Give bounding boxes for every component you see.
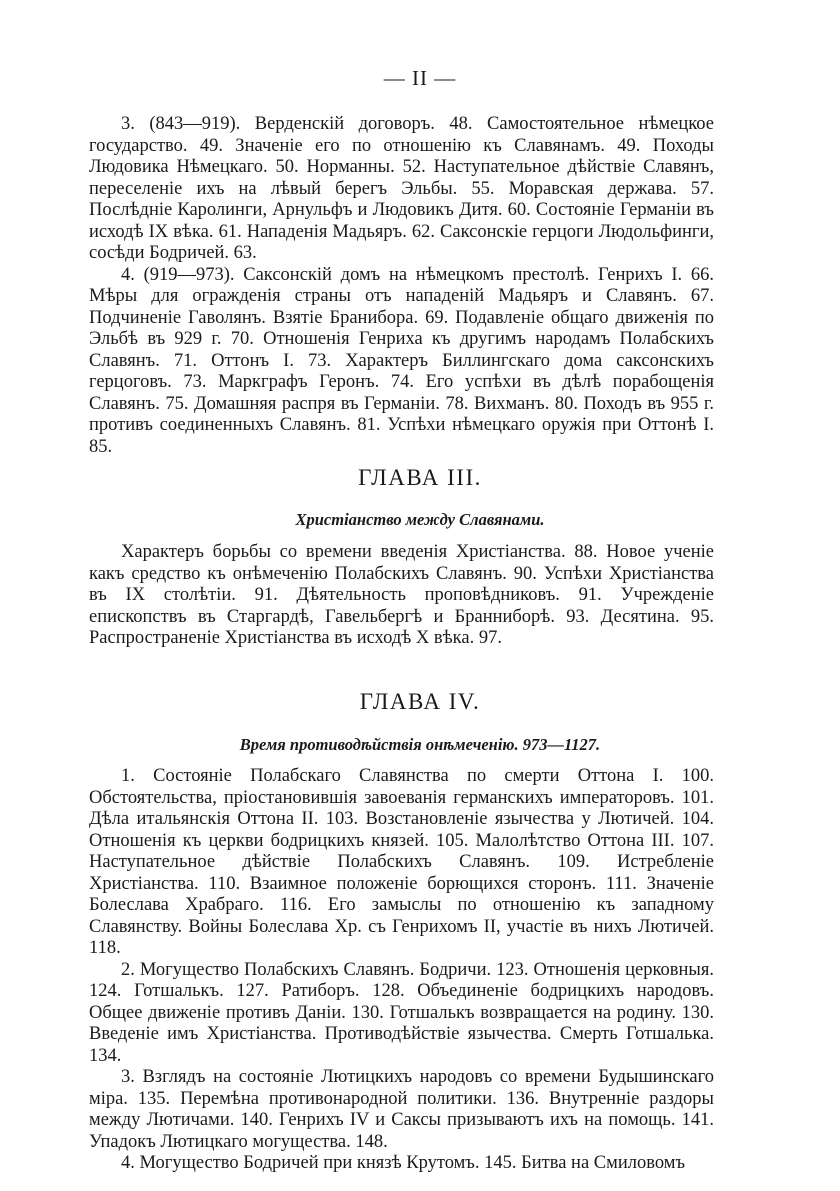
paragraph-chapter-iv-3: 3. Взглядъ на состояніе Лютицкихъ народовъ со времени Будышинскаго міра. 135. Перемѣна противонародной политики. 136. Внутренніе раздоры между Лютичами. 140. Генрихъ IV и Саксы призываютъ ихъ на помощь. 141. Упадокъ Лютицкаго могущества. 148.: [89, 1067, 714, 1152]
paragraph-chapter-iii: Характеръ борьбы со времени введенія Христіанства. 88. Новое ученіе какъ средство къ онѣмеченію Полабскихъ Славянъ. 90. Успѣхи Христіанства въ IX столѣтіи. 91. Дѣятельность проповѣдниковъ. 91. Учрежденіе епископствъ въ Старгардѣ, Гавельбергѣ и Бранниборѣ. 93. Десятина. 95. Распространеніе Христіанства въ исходѣ X вѣка. 97.: [89, 542, 714, 648]
paragraph-chapter-iv-1: 1. Состояніе Полабскаго Славянства по смерти Оттона I. 100. Обстоятельства, пріостановившія завоеванія германскихъ императоровъ. 101. Дѣла итальянскія Оттона II. 103. Возстановленіе язычества у Лютичей. 104. Отношенія къ церкви бодрицкихъ князей. 105. Малолѣтство Оттона III. 107. Наступательное дѣйствіе Полабскихъ Славянъ. 109. Истребленіе Христіанства. 110. Взаимное положеніе борющихся сторонъ. 111. Значеніе Болеслава Храбраго. 116. Его замыслы по отношенію къ западному Славянству. Войны Болеслава Хр. съ Генрихомъ II, участіе въ нихъ Лютичей. 118.: [89, 766, 714, 958]
chapter-iv-subtitle: Время противодѣйствія онѣмеченію. 973—1127.: [239, 735, 601, 754]
chapter-iii-subtitle: Христіанство между Славянами.: [295, 510, 545, 529]
paragraph-section-3: 3. (843—919). Верденскій договоръ. 48. Самостоятельное нѣмецкое государство. 49. Значеніе его по отношенію къ Славянамъ. 49. Походы Людовика Нѣмецкаго. 50. Норманны. 52. Наступательное дѣйствіе Славянъ, переселеніе ихъ на лѣвый берегъ Эльбы. 55. Моравская держава. 57. Послѣдніе Каролинги, Арнульфъ и Людовикъ Дитя. 60. Состояніе Германіи въ исходѣ IX вѣка. 61. Нападенія Мадьяръ. 62. Саксонскіе герцоги Людольфинги, сосѣди Бодричей. 63.: [89, 114, 714, 263]
paragraph-section-4: 4. (919—973). Саксонскій домъ на нѣмецкомъ престолѣ. Генрихъ I. 66. Мѣры для огражденія страны отъ нападеній Мадьяръ и Славянъ. 67. Подчиненіе Гаволянъ. Взятіе Бранибора. 69. Подавленіе общаго движенія по Эльбѣ въ 929 г. 70. Отношенія Генриха къ другимъ народамъ Полабскихъ Славянъ. 71. Оттонъ I. 73. Характеръ Биллингскаго дома саксонскихъ герцоговъ. 73. Маркграфъ Геронъ. 74. Его успѣхи въ дѣлѣ порабощенія Славянъ. 75. Домашняя распря въ Германіи. 78. Вихманъ. 80. Походъ въ 955 г. противъ соединенныхъ Славянъ. 81. Успѣхи нѣмецкаго оружія при Оттонѣ I. 85.: [89, 264, 714, 457]
chapter-ii-continuation: [89, 114, 714, 458]
chapter-iii-body: [89, 542, 714, 650]
chapter-iv-title: ГЛАВА IV.: [359, 689, 481, 714]
chapter-iii-title: ГЛАВА III.: [358, 465, 482, 490]
page-number: — II —: [383, 66, 457, 90]
paragraph-chapter-iv-4: 4. Могущество Бодричей при князѣ Крутомъ. 145. Битва на Смиловомъ: [121, 1153, 686, 1173]
chapter-iv-body: [89, 766, 714, 1175]
paragraph-chapter-iv-2: 2. Могущество Полабскихъ Славянъ. Бодричи. 123. Отношенія церковныя. 124. Готшалькъ. 127. Ратиборъ. 128. Объединеніе бодрицкихъ народовъ. Общее движеніе противъ Даніи. 130. Готшалькъ возвращается на родину. 130. Введеніе имъ Христіанства. Противодѣйствіе язычества. Смерть Готшалька. 134.: [89, 959, 714, 1066]
